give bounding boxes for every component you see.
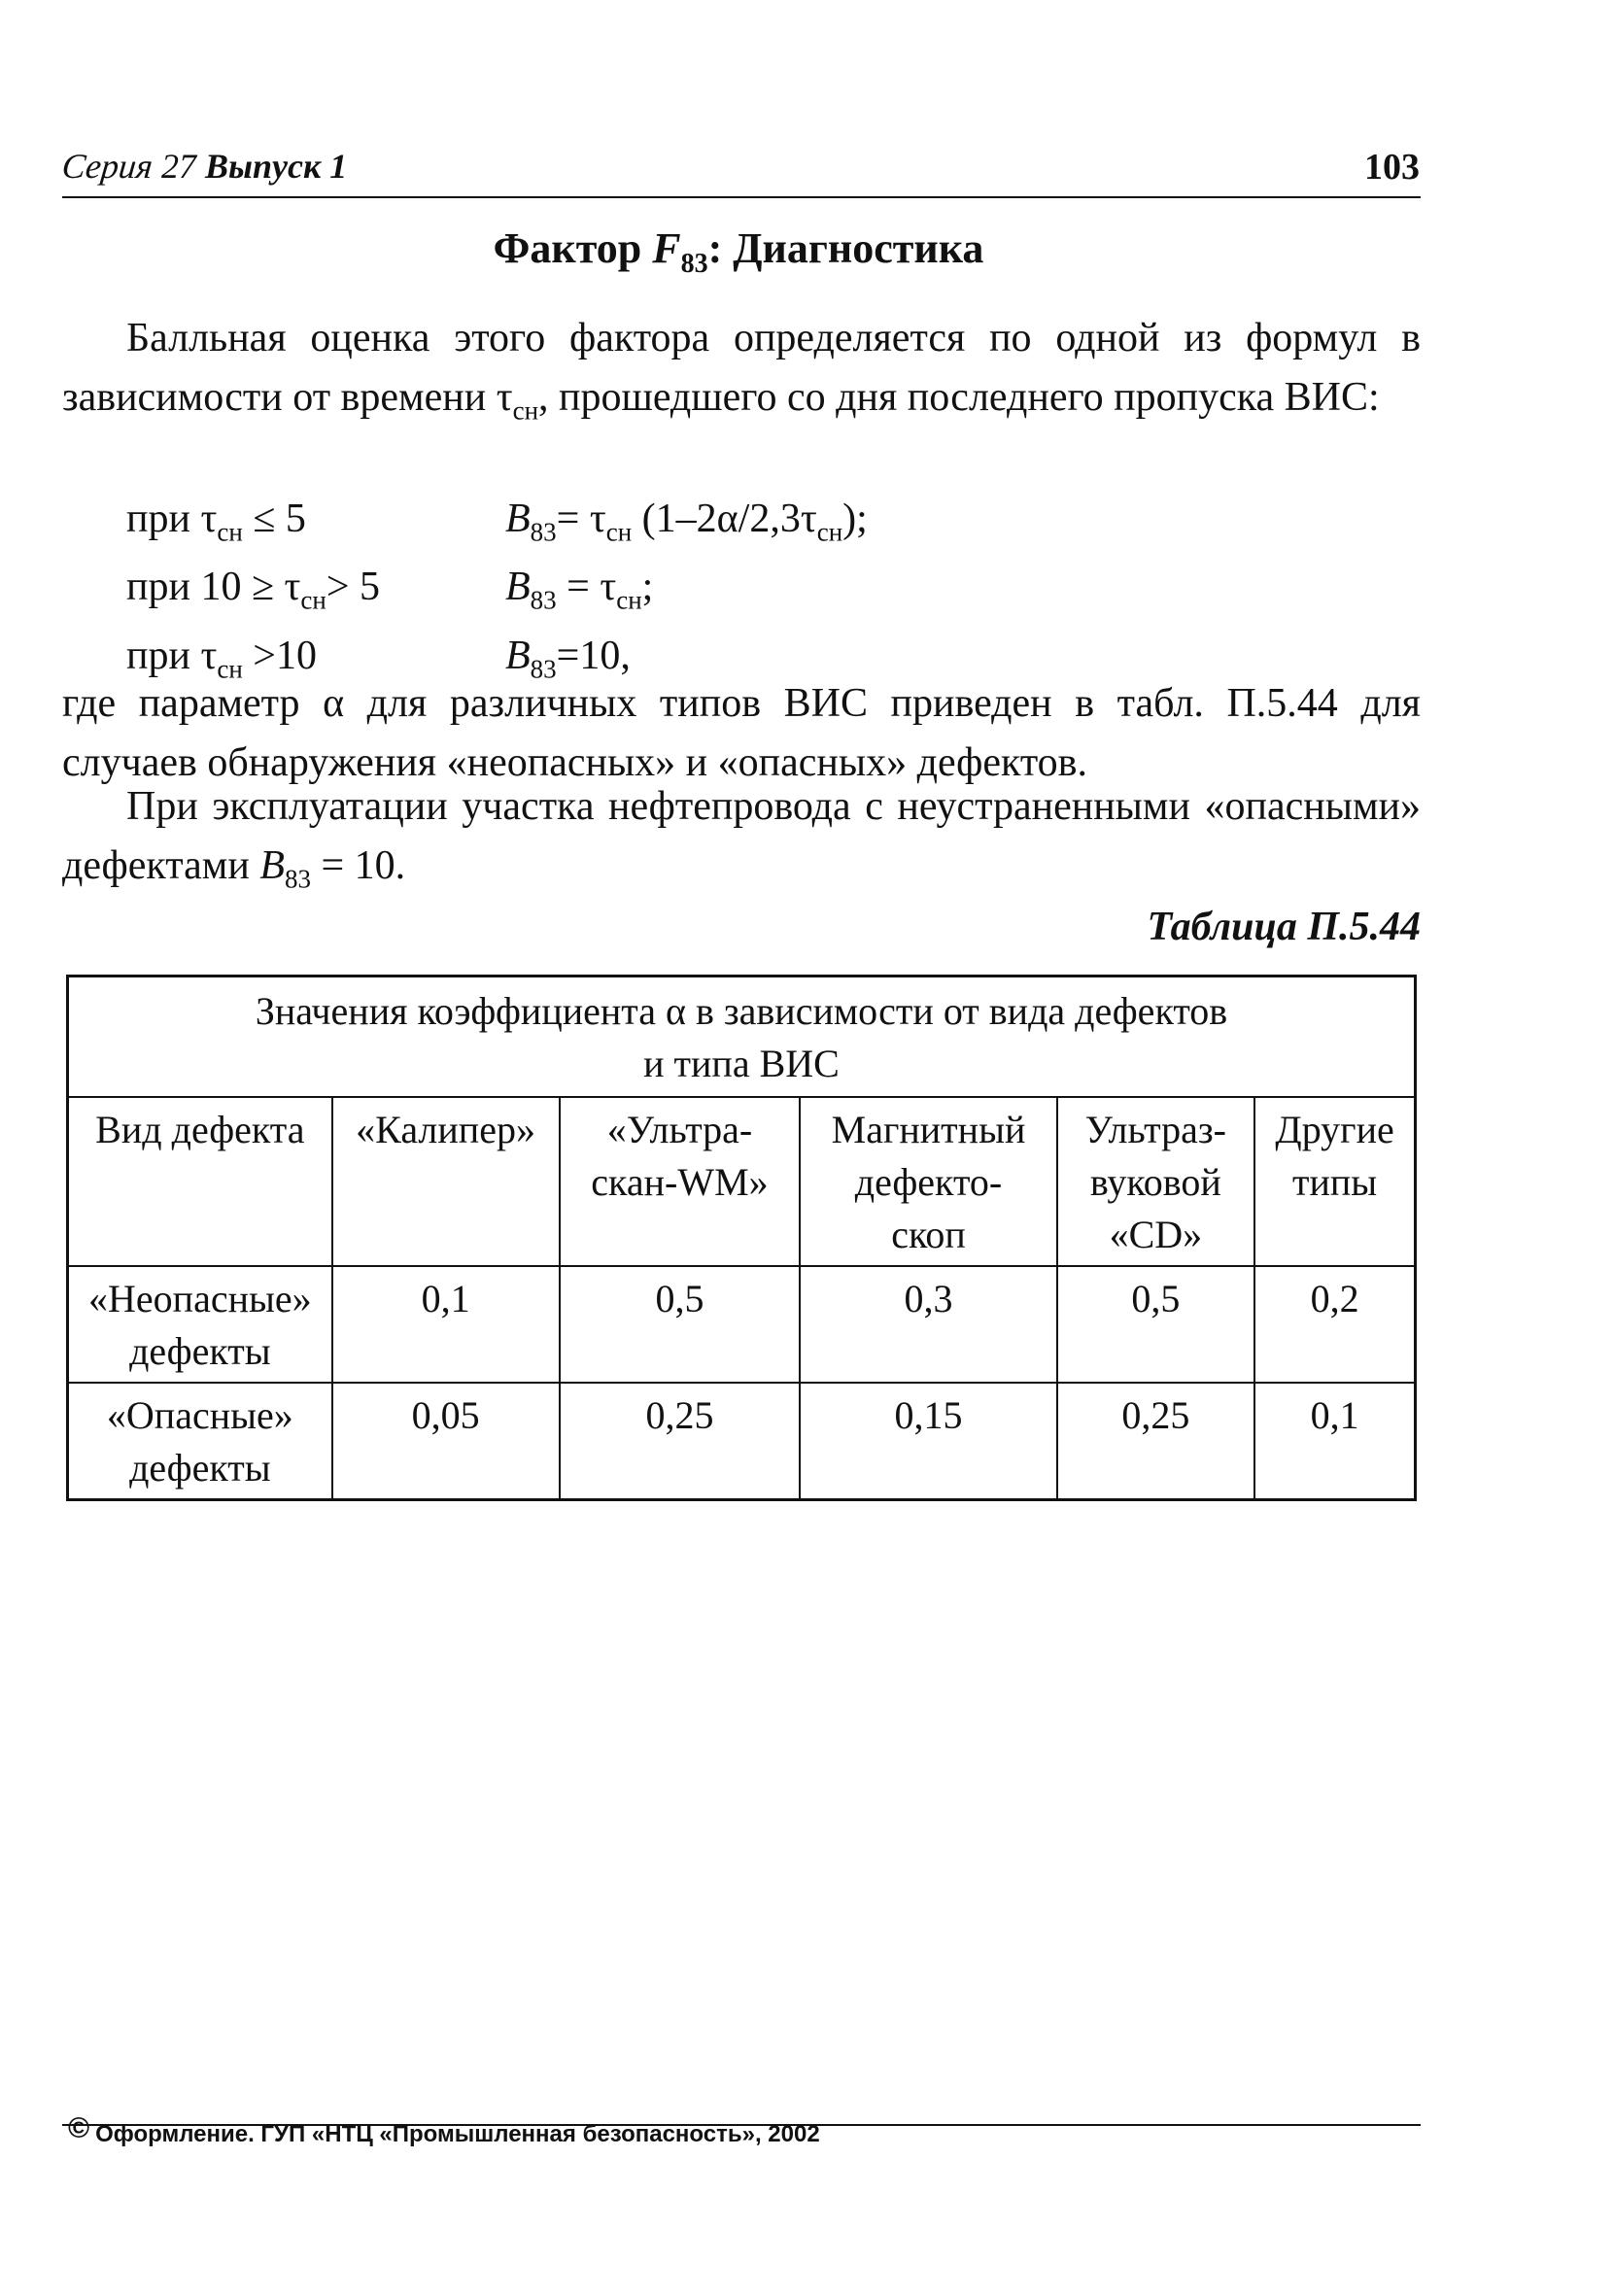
table-row-dangerous bbox=[68, 1383, 1416, 1500]
cond-post: > 5 bbox=[326, 565, 381, 610]
dangerous-defects-paragraph bbox=[62, 777, 1421, 908]
table-title-row bbox=[68, 977, 1416, 1098]
section-title-subscript: 83 bbox=[680, 248, 708, 279]
formula-expression bbox=[505, 560, 653, 628]
section-title-symbol: F bbox=[652, 224, 681, 272]
cond-pre: при τ bbox=[126, 633, 218, 678]
row-label-line: дефекты bbox=[129, 1329, 271, 1373]
expr-a-sub: сн bbox=[605, 517, 633, 547]
expr-a: = τ bbox=[556, 497, 606, 541]
expr-var: B bbox=[505, 497, 531, 541]
intro-sub: сн bbox=[512, 395, 539, 426]
expr-b: ; bbox=[641, 565, 654, 610]
expr-var-sub: 83 bbox=[530, 517, 557, 547]
p3-text-2: = 10. bbox=[310, 843, 406, 888]
header-line: «Ультра- bbox=[606, 1108, 753, 1151]
p3-var: B bbox=[259, 843, 285, 888]
table-cell: 0,1 bbox=[332, 1266, 560, 1383]
header-line: скан-WM» bbox=[591, 1160, 769, 1204]
p3-sub: 83 bbox=[284, 864, 311, 894]
formula-condition bbox=[126, 560, 505, 628]
series-label: Серия bbox=[59, 147, 155, 186]
table-cell: 0,05 bbox=[332, 1383, 560, 1500]
series-number: 27 bbox=[160, 147, 196, 186]
cond-pre: при τ bbox=[126, 497, 218, 541]
table-cell: 0,5 bbox=[560, 1266, 801, 1383]
header-rule bbox=[62, 196, 1421, 198]
table-cell: 0,25 bbox=[560, 1383, 801, 1500]
row-label-line: «Опасные» bbox=[106, 1393, 293, 1437]
table-cell: 0,15 bbox=[800, 1383, 1056, 1500]
expr-var-sub: 83 bbox=[530, 654, 557, 684]
column-header-caliper bbox=[332, 1097, 560, 1266]
row-label-line: дефекты bbox=[129, 1446, 271, 1490]
table-cell: 0,25 bbox=[1057, 1383, 1255, 1500]
header-line: типы bbox=[1291, 1160, 1378, 1204]
header-line: скоп bbox=[891, 1213, 966, 1256]
formula-condition bbox=[126, 492, 505, 560]
footer-text: Оформление. ГУП «НТЦ «Промышленная безопасность», 2002 bbox=[95, 2121, 820, 2147]
header-line: Другие bbox=[1275, 1108, 1394, 1151]
alpha-coefficient-table bbox=[66, 975, 1417, 1501]
table-row-non-dangerous bbox=[68, 1266, 1416, 1383]
column-header-magnetic bbox=[800, 1097, 1056, 1266]
header-line: Ультраз- bbox=[1084, 1108, 1227, 1151]
section-title bbox=[0, 223, 1477, 280]
header-line: «CD» bbox=[1109, 1213, 1203, 1256]
table-cell: 0,2 bbox=[1254, 1266, 1415, 1383]
parameter-paragraph: где параметр α для различных типов ВИС приведен в табл. П.5.44 для случаев обнаружения «неопасных» и «опасных» дефектов. bbox=[62, 681, 1421, 785]
table-title-line-2: и типа ВИС bbox=[643, 1042, 840, 1085]
column-header-defect-type bbox=[68, 1097, 332, 1266]
row-label bbox=[68, 1383, 332, 1500]
formula-row-2 bbox=[126, 560, 868, 628]
row-label bbox=[68, 1266, 332, 1383]
column-header-other bbox=[1254, 1097, 1415, 1266]
expr-a-sub: сн bbox=[616, 585, 642, 615]
row-label-line: «Неопасные» bbox=[88, 1277, 312, 1320]
table-title-line-1: Значения коэффициента α в зависимости от вида дефектов bbox=[255, 989, 1228, 1033]
header-line: дефекто- bbox=[854, 1160, 1003, 1204]
formula-expression bbox=[505, 492, 868, 560]
table-title-cell bbox=[68, 977, 1416, 1098]
section-title-suffix: : Диагностика bbox=[707, 224, 984, 272]
table-cell: 0,5 bbox=[1057, 1266, 1255, 1383]
issue-label: Выпуск 1 bbox=[204, 147, 348, 186]
formula-block bbox=[126, 492, 868, 697]
expr-c: ); bbox=[842, 497, 868, 541]
intro-paragraph bbox=[62, 309, 1421, 440]
expr-var-sub: 83 bbox=[530, 585, 557, 615]
cond-sub: сн bbox=[217, 654, 243, 684]
cond-sub: сн bbox=[300, 585, 326, 615]
header-line: Вид дефекта bbox=[95, 1108, 305, 1151]
expr-a: =10, bbox=[556, 633, 631, 678]
section-title-prefix: Фактор bbox=[493, 224, 642, 272]
cond-post: >10 bbox=[242, 633, 317, 678]
expr-b-sub: сн bbox=[816, 517, 843, 547]
expr-b: (1–2α/2,3τ bbox=[632, 497, 817, 541]
table-cell: 0,1 bbox=[1254, 1383, 1415, 1500]
table-caption: Таблица П.5.44 bbox=[1147, 905, 1421, 949]
column-header-ultrascan bbox=[560, 1097, 801, 1266]
column-header-ultrasonic bbox=[1057, 1097, 1255, 1266]
expr-a: = τ bbox=[556, 565, 617, 610]
header-line: Магнитный bbox=[831, 1108, 1026, 1151]
p3-text-1: При эксплуатации участка нефтепровода с неустраненными «опасными» дефектами bbox=[62, 784, 1421, 888]
cond-post: ≤ 5 bbox=[242, 497, 306, 541]
cond-sub: сн bbox=[217, 517, 243, 547]
intro-text-1: Балльная оценка этого фактора определяется по одной из формул в зависимости от времени τ bbox=[62, 316, 1421, 420]
intro-text-2: , прошедшего со дня последнего пропуска ВИС: bbox=[538, 375, 1380, 420]
page-number: 103 bbox=[1364, 147, 1420, 188]
header-line: «Калипер» bbox=[356, 1108, 535, 1151]
expr-var: B bbox=[505, 565, 531, 610]
copyright-icon: © bbox=[68, 2112, 90, 2144]
cond-pre: при 10 ≥ τ bbox=[126, 565, 301, 610]
table-cell: 0,3 bbox=[800, 1266, 1056, 1383]
header-line: вуковой bbox=[1089, 1160, 1221, 1204]
formula-row-1 bbox=[126, 492, 868, 560]
expr-var: B bbox=[505, 633, 531, 678]
running-head-series bbox=[59, 146, 348, 187]
column-header-row bbox=[68, 1097, 1416, 1266]
footer-copyright bbox=[68, 2112, 820, 2149]
